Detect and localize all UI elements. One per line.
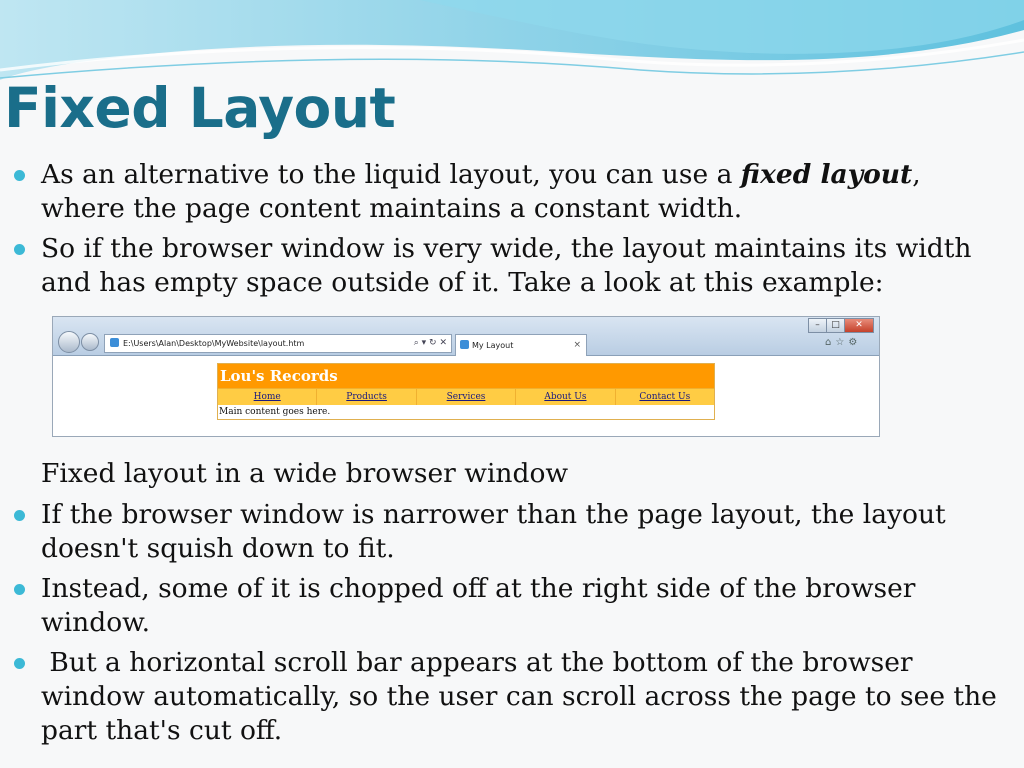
- site-nav-services: Services: [417, 389, 516, 405]
- home-favorites-tools-icon: ⌂☆⚙: [825, 337, 862, 348]
- site-nav: [218, 388, 714, 405]
- address-text: E:\Users\Alan\Desktop\MyWebsite\layout.htm: [123, 339, 305, 348]
- address-bar: [104, 334, 452, 353]
- bullet-dot-icon: [14, 584, 25, 595]
- site-nav-about-us: About Us: [516, 389, 615, 405]
- figure-caption: Fixed layout in a wide browser window: [41, 458, 569, 489]
- browser-tab: [455, 334, 587, 356]
- maximize-icon: □: [826, 318, 845, 333]
- tab-title: My Layout: [472, 341, 514, 350]
- bullet-list-lower: [14, 498, 1004, 754]
- bullet-dot-icon: [14, 170, 25, 181]
- bullet-dot-icon: [14, 510, 25, 521]
- browser-screenshot: [52, 316, 880, 437]
- bullet-text: As an alternative to the liquid layout, you can use a: [41, 159, 741, 190]
- bullet-dot-icon: [14, 658, 25, 669]
- bullet-text: If the browser window is narrower than the page layout, the layout doesn't squish down to fit.: [41, 499, 946, 564]
- close-icon: ✕: [844, 318, 874, 333]
- address-controls-icon: ⌕ ▾ ↻ ✕: [413, 338, 447, 348]
- ie-page-icon: [460, 340, 469, 349]
- bullet-item: [14, 498, 1004, 566]
- bullet-dot-icon: [14, 244, 25, 255]
- minimize-icon: –: [808, 318, 827, 333]
- site-heading: Lou's Records: [218, 364, 714, 388]
- bullet-text: So if the browser window is very wide, the layout maintains its width and has empty space outside of it. Take a look at this example:: [41, 233, 972, 298]
- bullet-item: [14, 572, 1004, 640]
- slide-title: Fixed Layout: [4, 76, 396, 140]
- bullet-item: [14, 232, 1004, 300]
- site-nav-home: Home: [218, 389, 317, 405]
- ie-page-icon: [110, 338, 119, 347]
- site-nav-contact-us: Contact Us: [639, 392, 691, 402]
- back-icon: [58, 331, 80, 353]
- bullet-item: [14, 646, 1004, 748]
- bullet-list: [14, 158, 1004, 306]
- bullet-text: , where the page content maintains a constant width.: [41, 159, 921, 224]
- forward-icon: [81, 333, 99, 351]
- example-site: [217, 363, 715, 420]
- tab-close-icon: ×: [573, 340, 581, 350]
- window-buttons: [809, 318, 874, 331]
- bullet-item: [14, 158, 1004, 226]
- bullet-text: But a horizontal scroll bar appears at the bottom of the browser window automatically, so the user can scroll across the page to see the part that's cut off.: [41, 647, 997, 746]
- site-main-content: Main content goes here.: [218, 405, 714, 419]
- site-nav-products: Products: [317, 389, 416, 405]
- emphasis-text: fixed layout: [740, 159, 913, 190]
- browser-toolbar: [53, 317, 879, 356]
- bullet-text: Instead, some of it is chopped off at the right side of the browser window.: [41, 573, 916, 638]
